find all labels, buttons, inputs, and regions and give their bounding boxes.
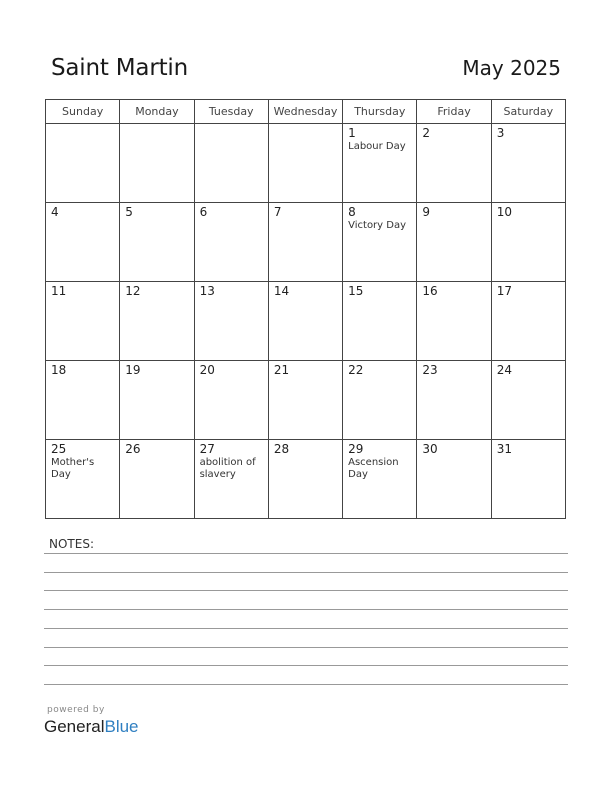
holiday-label: Victory Day [348, 220, 407, 231]
day-cell [417, 361, 491, 440]
notes-line [44, 628, 568, 629]
day-cell [46, 203, 120, 282]
calendar-month: May 2025 [462, 56, 561, 80]
weekday-sunday: Sunday [46, 100, 120, 124]
weekday-wednesday: Wednesday [268, 100, 342, 124]
weekday-monday: Monday [120, 100, 194, 124]
day-number: 15 [348, 284, 364, 298]
day-cell [268, 282, 342, 361]
notes-label: NOTES: [49, 537, 94, 551]
day-number: 11 [51, 284, 67, 298]
day-cell [120, 282, 194, 361]
day-number: 31 [496, 442, 512, 456]
day-cell [343, 282, 417, 361]
day-number: 25 [51, 442, 67, 456]
notes-line [44, 609, 568, 610]
week-row [46, 203, 566, 282]
day-number: 2 [422, 126, 431, 140]
day-cell [268, 361, 342, 440]
day-number: 18 [51, 363, 67, 377]
day-cell [194, 203, 268, 282]
day-cell [491, 203, 565, 282]
day-number: 4 [51, 205, 59, 219]
week-row [46, 440, 566, 519]
brand-blue-text: Blue [104, 717, 139, 736]
day-cell [491, 440, 565, 519]
day-number: 21 [273, 363, 290, 377]
day-cell [417, 203, 491, 282]
notes-line [44, 553, 568, 554]
day-number: 8 [348, 205, 356, 219]
brand-general-text: General [44, 717, 105, 736]
day-number: 20 [199, 363, 215, 377]
day-number: 29 [348, 442, 364, 456]
day-cell [120, 361, 194, 440]
day-cell [343, 440, 417, 519]
day-cell [194, 124, 268, 203]
day-number: 6 [199, 205, 208, 219]
holiday-label: abolition of slavery [199, 457, 256, 480]
day-number: 27 [199, 442, 215, 456]
day-number: 3 [496, 126, 505, 140]
holiday-label: Ascension Day [348, 457, 399, 480]
day-cell [268, 124, 342, 203]
day-number: 14 [273, 284, 290, 298]
day-cell [417, 282, 491, 361]
day-cell [491, 124, 565, 203]
calendar-body [46, 124, 566, 519]
day-number: 5 [125, 205, 133, 219]
notes-line [44, 572, 568, 573]
day-cell [268, 440, 342, 519]
day-number: 9 [422, 205, 431, 219]
notes-line [44, 590, 568, 591]
notes-line [44, 647, 568, 648]
day-cell [194, 361, 268, 440]
day-cell [46, 361, 120, 440]
day-cell [491, 282, 565, 361]
day-cell [46, 440, 120, 519]
day-cell [417, 440, 491, 519]
day-number: 26 [125, 442, 141, 456]
calendar-title: Saint Martin [51, 55, 188, 81]
day-number: 12 [125, 284, 141, 298]
weekday-friday: Friday [417, 100, 491, 124]
day-number: 7 [273, 205, 282, 219]
day-cell [268, 203, 342, 282]
day-cell [491, 361, 565, 440]
weekday-header-row [46, 100, 566, 124]
day-cell [194, 282, 268, 361]
day-number: 10 [496, 205, 512, 219]
day-number: 16 [422, 284, 438, 298]
weekday-saturday: Saturday [491, 100, 565, 124]
day-number: 22 [348, 363, 364, 377]
day-number: 17 [496, 284, 512, 298]
week-row [46, 361, 566, 440]
day-number: 19 [125, 363, 141, 377]
week-row [46, 282, 566, 361]
holiday-label: Labour Day [348, 141, 406, 152]
day-cell [120, 124, 194, 203]
day-cell [120, 203, 194, 282]
day-cell [46, 282, 120, 361]
week-row [46, 124, 566, 203]
day-cell [343, 203, 417, 282]
notes-line [44, 684, 568, 685]
day-number: 30 [422, 442, 438, 456]
day-cell [343, 361, 417, 440]
day-number: 23 [422, 363, 438, 377]
notes-line [44, 665, 568, 666]
day-cell [46, 124, 120, 203]
day-cell [120, 440, 194, 519]
day-number: 1 [348, 126, 356, 140]
weekday-tuesday: Tuesday [194, 100, 268, 124]
day-cell [194, 440, 268, 519]
day-cell [417, 124, 491, 203]
brand-logo [44, 717, 139, 737]
day-cell [343, 124, 417, 203]
day-number: 13 [199, 284, 215, 298]
day-number: 24 [496, 363, 512, 377]
weekday-thursday: Thursday [343, 100, 417, 124]
powered-by-text: powered by [47, 705, 105, 715]
holiday-label: Mother's Day [51, 457, 95, 480]
day-number: 28 [273, 442, 290, 456]
calendar-grid [45, 99, 566, 519]
